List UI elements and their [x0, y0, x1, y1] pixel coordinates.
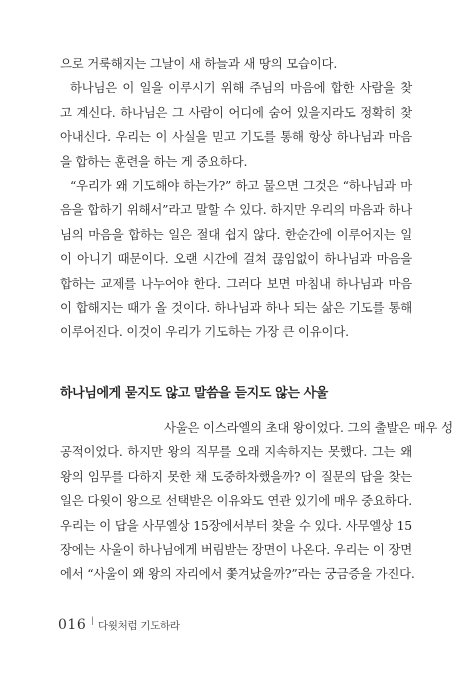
text-line: 사울은 이스라엘의 초대 왕이었다. 그의 출발은 매우 성 — [164, 420, 453, 435]
text-line: 왕의 임무를 다하지 못한 채 도중하차했을까? 이 질문의 답을 찾는 — [60, 468, 412, 484]
text-line: “우리가 왜 기도해야 하는가?” 하고 물으면 그것은 “하나님과 마 — [70, 178, 412, 194]
text-line: 고 계신다. 하나님은 그 사람이 어디에 숨어 있을지라도 정확히 찾 — [60, 104, 412, 120]
text-line: 음을 합하기 위해서”라고 말할 수 있다. 하지만 우리의 마음과 하나 — [60, 202, 412, 218]
text-line: 일은 다윗이 왕으로 선택받은 이유와도 연관 있기에 매우 중요하다. — [60, 493, 412, 509]
text-line: 아내신다. 우리는 이 사실을 믿고 기도를 통해 항상 하나님과 마음 — [60, 129, 412, 145]
text-line: 에서 “사울이 왜 왕의 자리에서 쫓겨났을까?”라는 궁금증을 가진다. — [60, 566, 415, 582]
book-title: 다윗처럼 기도하라 — [97, 620, 180, 632]
text-line: 우리는 이 답을 사무엘상 15장에서부터 찾을 수 있다. 사무엘상 15 — [60, 517, 412, 533]
text-line: 공적이었다. 하지만 왕의 직무를 오래 지속하지는 못했다. 그는 왜 — [60, 444, 412, 460]
text-line: 하나님은 이 일을 이루시기 위해 주님의 마음에 합한 사람을 찾 — [70, 80, 412, 96]
footer-divider: | — [91, 616, 94, 625]
text-line: 으로 거룩해지는 그날이 새 하늘과 새 땅의 모습이다. — [60, 56, 338, 71]
paragraph-2 — [60, 76, 412, 174]
paragraph-1 — [60, 52, 412, 76]
text-line: 을 합하는 훈련을 하는 게 중요하다. — [60, 153, 248, 169]
text-line: 합하는 교제를 나누어야 한다. 그러다 보면 마침내 하나님과 마음 — [60, 275, 412, 291]
page-number: 016 — [58, 617, 87, 633]
section-body — [60, 416, 453, 587]
text-line: 님의 마음을 합하는 일은 절대 쉽지 않다. 한순간에 이루어지는 일 — [60, 226, 412, 242]
paragraph-3 — [60, 174, 412, 345]
text-line: 이 합해지는 때가 올 것이다. 하나님과 하나 되는 삶은 기도를 통해 — [60, 300, 412, 316]
text-line: 이루어진다. 이것이 우리가 기도하는 가장 큰 이유이다. — [60, 324, 349, 340]
text-line: 장에는 사울이 하나님에게 버림받는 장면이 나온다. 우리는 이 장면 — [60, 542, 412, 558]
page-footer — [58, 614, 180, 633]
text-line: 이 아니기 때문이다. 오랜 시간에 걸쳐 끊임없이 하나님과 마음을 — [60, 251, 412, 267]
body-text — [60, 52, 412, 345]
section-heading: 하나님에게 묻지도 않고 말씀을 듣지도 않는 사울 — [60, 386, 328, 401]
